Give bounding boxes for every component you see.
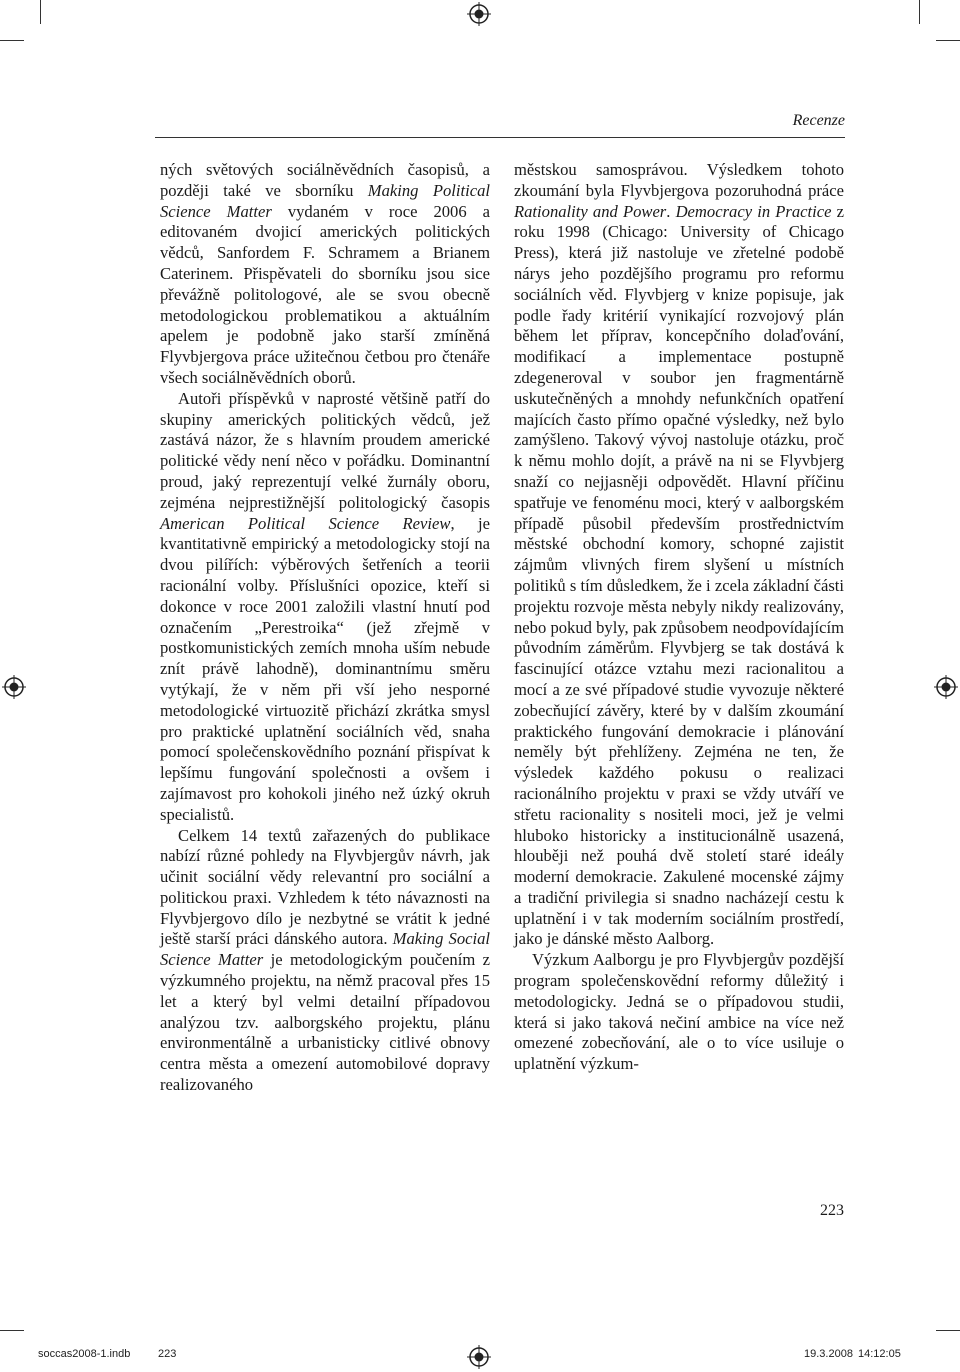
footer-time: 14:12:05 bbox=[858, 1348, 901, 1360]
text-run: je metodologickým poučením z výzkumného projektu, na němž pracoval přes 15 let a který byl velmi detailní případovou analýzou tzv. aalborgského projektu, plánu environmentálně a urbanisticky citlivé obnovy centra města a omezení automobilové dopravy realizovaného bbox=[160, 950, 490, 1095]
paragraph bbox=[514, 950, 844, 1075]
section-title: Recenze bbox=[792, 112, 845, 129]
paragraph bbox=[514, 160, 844, 950]
right-text-column bbox=[514, 160, 844, 1075]
footer-date: 19.3.2008 bbox=[804, 1348, 853, 1360]
trim-mark bbox=[0, 40, 24, 41]
text-run: Autoři příspěvků v naprosté většině patří do skupiny amerických politických vědců, jež zastává názor, že s hlavním proudem americké politické vědy není něco v pořádku. Dominantní proud, jaký reprezentují velké žurnály oboru, zejména nejprestižnější politologický časopis bbox=[160, 388, 490, 512]
trim-mark bbox=[40, 0, 41, 24]
trim-mark bbox=[919, 0, 920, 24]
registration-mark-icon bbox=[467, 1345, 491, 1369]
registration-mark-icon bbox=[934, 675, 958, 699]
italic-title: Rationality and Power bbox=[514, 201, 667, 221]
trim-mark bbox=[936, 40, 960, 41]
text-run: , je kvantitativně empirický a metodologicky stojí na dvou pilířích: výběrových šetřeních a teorii racionální volby. Příslušníci opozice, kteří si dokonce v roce 2001 založili vlastní hnutí pod označením „Perestroika“ (jež zřejmě v postkomunistických zemích mnoha uším nebude znít právě lahodně), dominantnímu směru vytýkají, že v něm při vší jeho nesporné metodologické virtuozitě přichází zkrátka smysl pro praktické uplatnění sociálních věd, snaha pomocí společenskovědního poznání přispívat k lepšímu fungování společnosti a ovšem i zajímavost pro kohokoli jiného než úzký okruh specialistů. bbox=[160, 513, 490, 824]
italic-title: American Political Science Review bbox=[160, 513, 451, 533]
registration-mark-icon bbox=[467, 2, 491, 26]
footer-page: 223 bbox=[158, 1348, 177, 1360]
header-rule bbox=[155, 137, 845, 138]
text-run: Výzkum Aalborgu je pro Flyvbjergův pozdější program společenskovědní reformy důležitý i metodologicky. Jedná se o případovou studii, která si jako taková nečiní ambice na více než omezené zobecňování, ale o to více usiluje o uplatnění výzkum- bbox=[514, 950, 844, 1074]
footer-filename: soccas2008-1.indb bbox=[38, 1348, 131, 1360]
text-run: z roku 1998 (Chicago: University of Chicago Press), která již nastoluje ve zřetelné podobě nárys jeho pozdějšího programu pro reformu sociálních věd. Flyvbjerg v knize popisuje, jak podle řady kritérií vynikající rozvojový plán během let příprav, koncepčního dolaďování, modifikací a implementace postupně zdegeneroval v soubor jen fragmentárně uskutečněných a mnohdy nefunkčních opatření majících často přímo opačné výsledky, než bylo zamýšleno. Takový vývoj nastoluje otázku, proč k němu mohlo dojít, a právě na ni se Flyvbjerg snaží co nejjasněji odpovědět. Hlavní příčinu spatřuje ve fenoménu moci, který v aalborgském případě působil především prostřednictvím městské obchodní komory, schopné zajistit zájmům vlivných firem slyšení u místních politiků s tím důsledkem, že i zcela základní části projektu rozvoje města nebyly nikdy realizovány, nebo pokud byly, pak způsobem neodpovídajícím původním záměrům. Flyvbjerg se tak dostává k fascinující otázce vztahu mezi racionalitou a mocí a ze své případové studie vyvozuje některé zobecňující závěry, které by v dalším zkoumání praktického fungování demokracie i plánování neměly být přehlíženy. Zejména ne ten, že výsledek každého pokusu o realizaci racionálního projektu v praxi se vždy utváří ve střetu racionality s nositeli moci, jež je velmi hluboko historicky a institucionálně usazená, hlouběji než pouhá dvě století staré ideály moderní demokracie. Zakulené mocenské zájmy a tradiční privilegia si snadno nacházejí cestu k uplatnění i v tak moderním sociálním prostředí, jako je dánské město Aalborg. bbox=[514, 201, 845, 949]
text-run: Celkem 14 textů zařazených do publikace nabízí různé pohledy na Flyvbjergův návrh, jak učinit sociální vědy relevantní pro sociální a politickou praxi. Vzhledem k této návaznosti na Flyvbjergovo dílo je nezbytné se vrátit k jedné ještě starší práci dánského autora. bbox=[160, 825, 490, 949]
italic-title: Making Social Science Matter bbox=[160, 929, 490, 970]
text-run: vydaném v roce 2006 a editovaném dvojicí amerických politických vědců, Sanfordem F. Schramem a Brianem Caterinem. Přispěvateli do sborníku jsou sice převážně politologové, ale se svou obecně metodologickou problematikou a aktuálním apelem je podobně jako starší zmíněná Flyvbjergova práce užitečnou četbou pro čtenáře všech sociálněvědních oborů. bbox=[160, 201, 490, 387]
text-run: městskou samosprávou. Výsledkem tohoto zkoumání byla Flyvbjergova pozoruhodná práce bbox=[514, 160, 844, 200]
text-run: ných světových sociálněvědních časopisů, a později také ve sborníku bbox=[160, 160, 490, 200]
registration-mark-icon bbox=[2, 675, 26, 699]
trim-mark bbox=[0, 1330, 24, 1331]
page-number: 223 bbox=[820, 1202, 844, 1219]
italic-title: Making Political Science Matter bbox=[160, 180, 490, 221]
left-text-column bbox=[160, 160, 490, 1096]
paragraph bbox=[160, 160, 490, 389]
text-run: . bbox=[666, 201, 676, 221]
trim-mark bbox=[936, 1330, 960, 1331]
paragraph bbox=[160, 389, 490, 826]
italic-title: Democracy in Practice bbox=[675, 201, 832, 221]
paragraph bbox=[160, 826, 490, 1096]
